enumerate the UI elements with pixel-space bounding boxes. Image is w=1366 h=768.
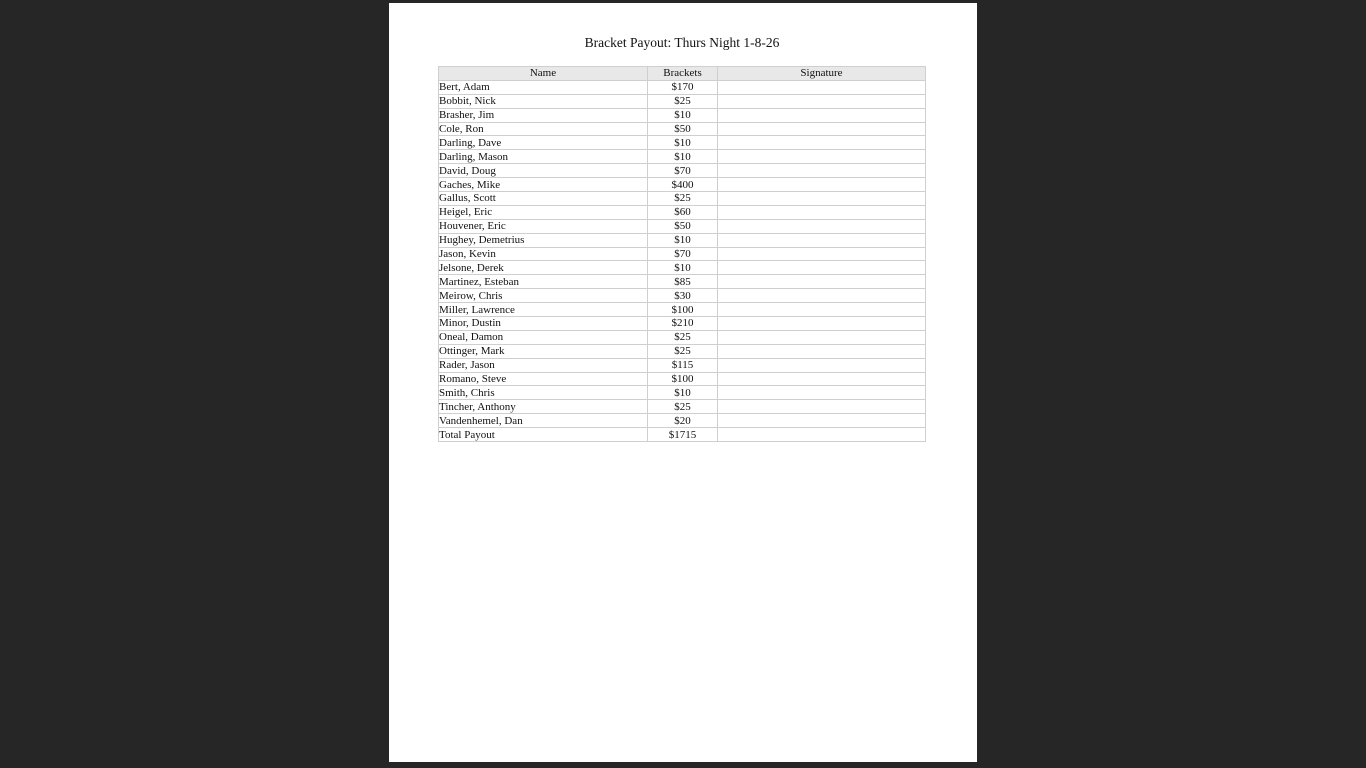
table-row	[439, 164, 926, 178]
table-row	[439, 414, 926, 428]
table-body	[439, 80, 926, 427]
row-name-cell: David, Doug	[439, 164, 648, 178]
row-name-cell: Brasher, Jim	[439, 108, 648, 122]
table-row	[439, 205, 926, 219]
row-brackets-cell: $70	[648, 164, 718, 178]
table-row	[439, 94, 926, 108]
row-name-cell: Rader, Jason	[439, 358, 648, 372]
row-brackets-cell: $20	[648, 414, 718, 428]
table-row	[439, 344, 926, 358]
row-brackets-cell: $70	[648, 247, 718, 261]
total-label: Total Payout	[439, 428, 648, 442]
table-row	[439, 247, 926, 261]
row-brackets-cell: $25	[648, 192, 718, 206]
row-brackets-cell: $100	[648, 303, 718, 317]
document-page	[389, 3, 977, 762]
table-row	[439, 150, 926, 164]
table-row	[439, 372, 926, 386]
row-brackets-cell: $50	[648, 122, 718, 136]
row-brackets-cell: $100	[648, 372, 718, 386]
table-row	[439, 303, 926, 317]
table-row	[439, 400, 926, 414]
row-brackets-cell: $170	[648, 80, 718, 94]
row-name-cell: Bert, Adam	[439, 80, 648, 94]
table-row	[439, 136, 926, 150]
row-name-cell: Bobbit, Nick	[439, 94, 648, 108]
row-signature-cell	[718, 233, 926, 247]
row-name-cell: Vandenhemel, Dan	[439, 414, 648, 428]
table-row	[439, 122, 926, 136]
row-signature-cell	[718, 94, 926, 108]
row-brackets-cell: $10	[648, 233, 718, 247]
row-brackets-cell: $10	[648, 108, 718, 122]
table-row	[439, 386, 926, 400]
row-name-cell: Gallus, Scott	[439, 192, 648, 206]
table-header-row	[439, 67, 926, 81]
table-row	[439, 192, 926, 206]
row-name-cell: Cole, Ron	[439, 122, 648, 136]
row-signature-cell	[718, 303, 926, 317]
column-header-signature: Signature	[718, 67, 926, 81]
row-signature-cell	[718, 247, 926, 261]
row-name-cell: Gaches, Mike	[439, 178, 648, 192]
row-brackets-cell: $60	[648, 205, 718, 219]
row-signature-cell	[718, 178, 926, 192]
row-name-cell: Hughey, Demetrius	[439, 233, 648, 247]
row-signature-cell	[718, 358, 926, 372]
table-row	[439, 219, 926, 233]
row-brackets-cell: $85	[648, 275, 718, 289]
row-name-cell: Romano, Steve	[439, 372, 648, 386]
row-brackets-cell: $25	[648, 330, 718, 344]
row-signature-cell	[718, 330, 926, 344]
table-row	[439, 178, 926, 192]
row-signature-cell	[718, 192, 926, 206]
row-signature-cell	[718, 136, 926, 150]
row-brackets-cell: $10	[648, 386, 718, 400]
row-name-cell: Minor, Dustin	[439, 317, 648, 331]
row-signature-cell	[718, 344, 926, 358]
row-signature-cell	[718, 80, 926, 94]
row-brackets-cell: $115	[648, 358, 718, 372]
row-signature-cell	[718, 400, 926, 414]
row-name-cell: Oneal, Damon	[439, 330, 648, 344]
table-row	[439, 275, 926, 289]
row-signature-cell	[718, 386, 926, 400]
row-signature-cell	[718, 205, 926, 219]
row-brackets-cell: $10	[648, 261, 718, 275]
row-signature-cell	[718, 261, 926, 275]
row-name-cell: Houvener, Eric	[439, 219, 648, 233]
row-name-cell: Martinez, Esteban	[439, 275, 648, 289]
row-brackets-cell: $10	[648, 136, 718, 150]
row-signature-cell	[718, 108, 926, 122]
row-signature-cell	[718, 275, 926, 289]
page-title: Bracket Payout: Thurs Night 1-8-26	[584, 35, 780, 50]
row-name-cell: Meirow, Chris	[439, 289, 648, 303]
row-name-cell: Jason, Kevin	[439, 247, 648, 261]
row-brackets-cell: $400	[648, 178, 718, 192]
row-signature-cell	[718, 150, 926, 164]
column-header-brackets: Brackets	[648, 67, 718, 81]
payout-table	[438, 66, 926, 442]
row-brackets-cell: $210	[648, 317, 718, 331]
table-row	[439, 330, 926, 344]
table-row	[439, 261, 926, 275]
row-brackets-cell: $10	[648, 150, 718, 164]
column-header-name: Name	[439, 67, 648, 81]
row-name-cell: Miller, Lawrence	[439, 303, 648, 317]
row-signature-cell	[718, 372, 926, 386]
row-name-cell: Darling, Dave	[439, 136, 648, 150]
row-signature-cell	[718, 289, 926, 303]
row-brackets-cell: $25	[648, 400, 718, 414]
row-signature-cell	[718, 164, 926, 178]
row-name-cell: Tincher, Anthony	[439, 400, 648, 414]
total-amount: $1715	[648, 428, 718, 442]
total-signature-cell	[718, 428, 926, 442]
row-signature-cell	[718, 219, 926, 233]
row-signature-cell	[718, 414, 926, 428]
row-brackets-cell: $25	[648, 344, 718, 358]
row-name-cell: Ottinger, Mark	[439, 344, 648, 358]
row-brackets-cell: $50	[648, 219, 718, 233]
table-row	[439, 317, 926, 331]
table-row	[439, 80, 926, 94]
row-signature-cell	[718, 317, 926, 331]
row-name-cell: Smith, Chris	[439, 386, 648, 400]
table-row	[439, 358, 926, 372]
row-name-cell: Heigel, Eric	[439, 205, 648, 219]
row-name-cell: Jelsone, Derek	[439, 261, 648, 275]
total-row	[439, 428, 926, 442]
row-brackets-cell: $30	[648, 289, 718, 303]
row-signature-cell	[718, 122, 926, 136]
row-name-cell: Darling, Mason	[439, 150, 648, 164]
table-row	[439, 233, 926, 247]
table-row	[439, 108, 926, 122]
table-row	[439, 289, 926, 303]
row-brackets-cell: $25	[648, 94, 718, 108]
